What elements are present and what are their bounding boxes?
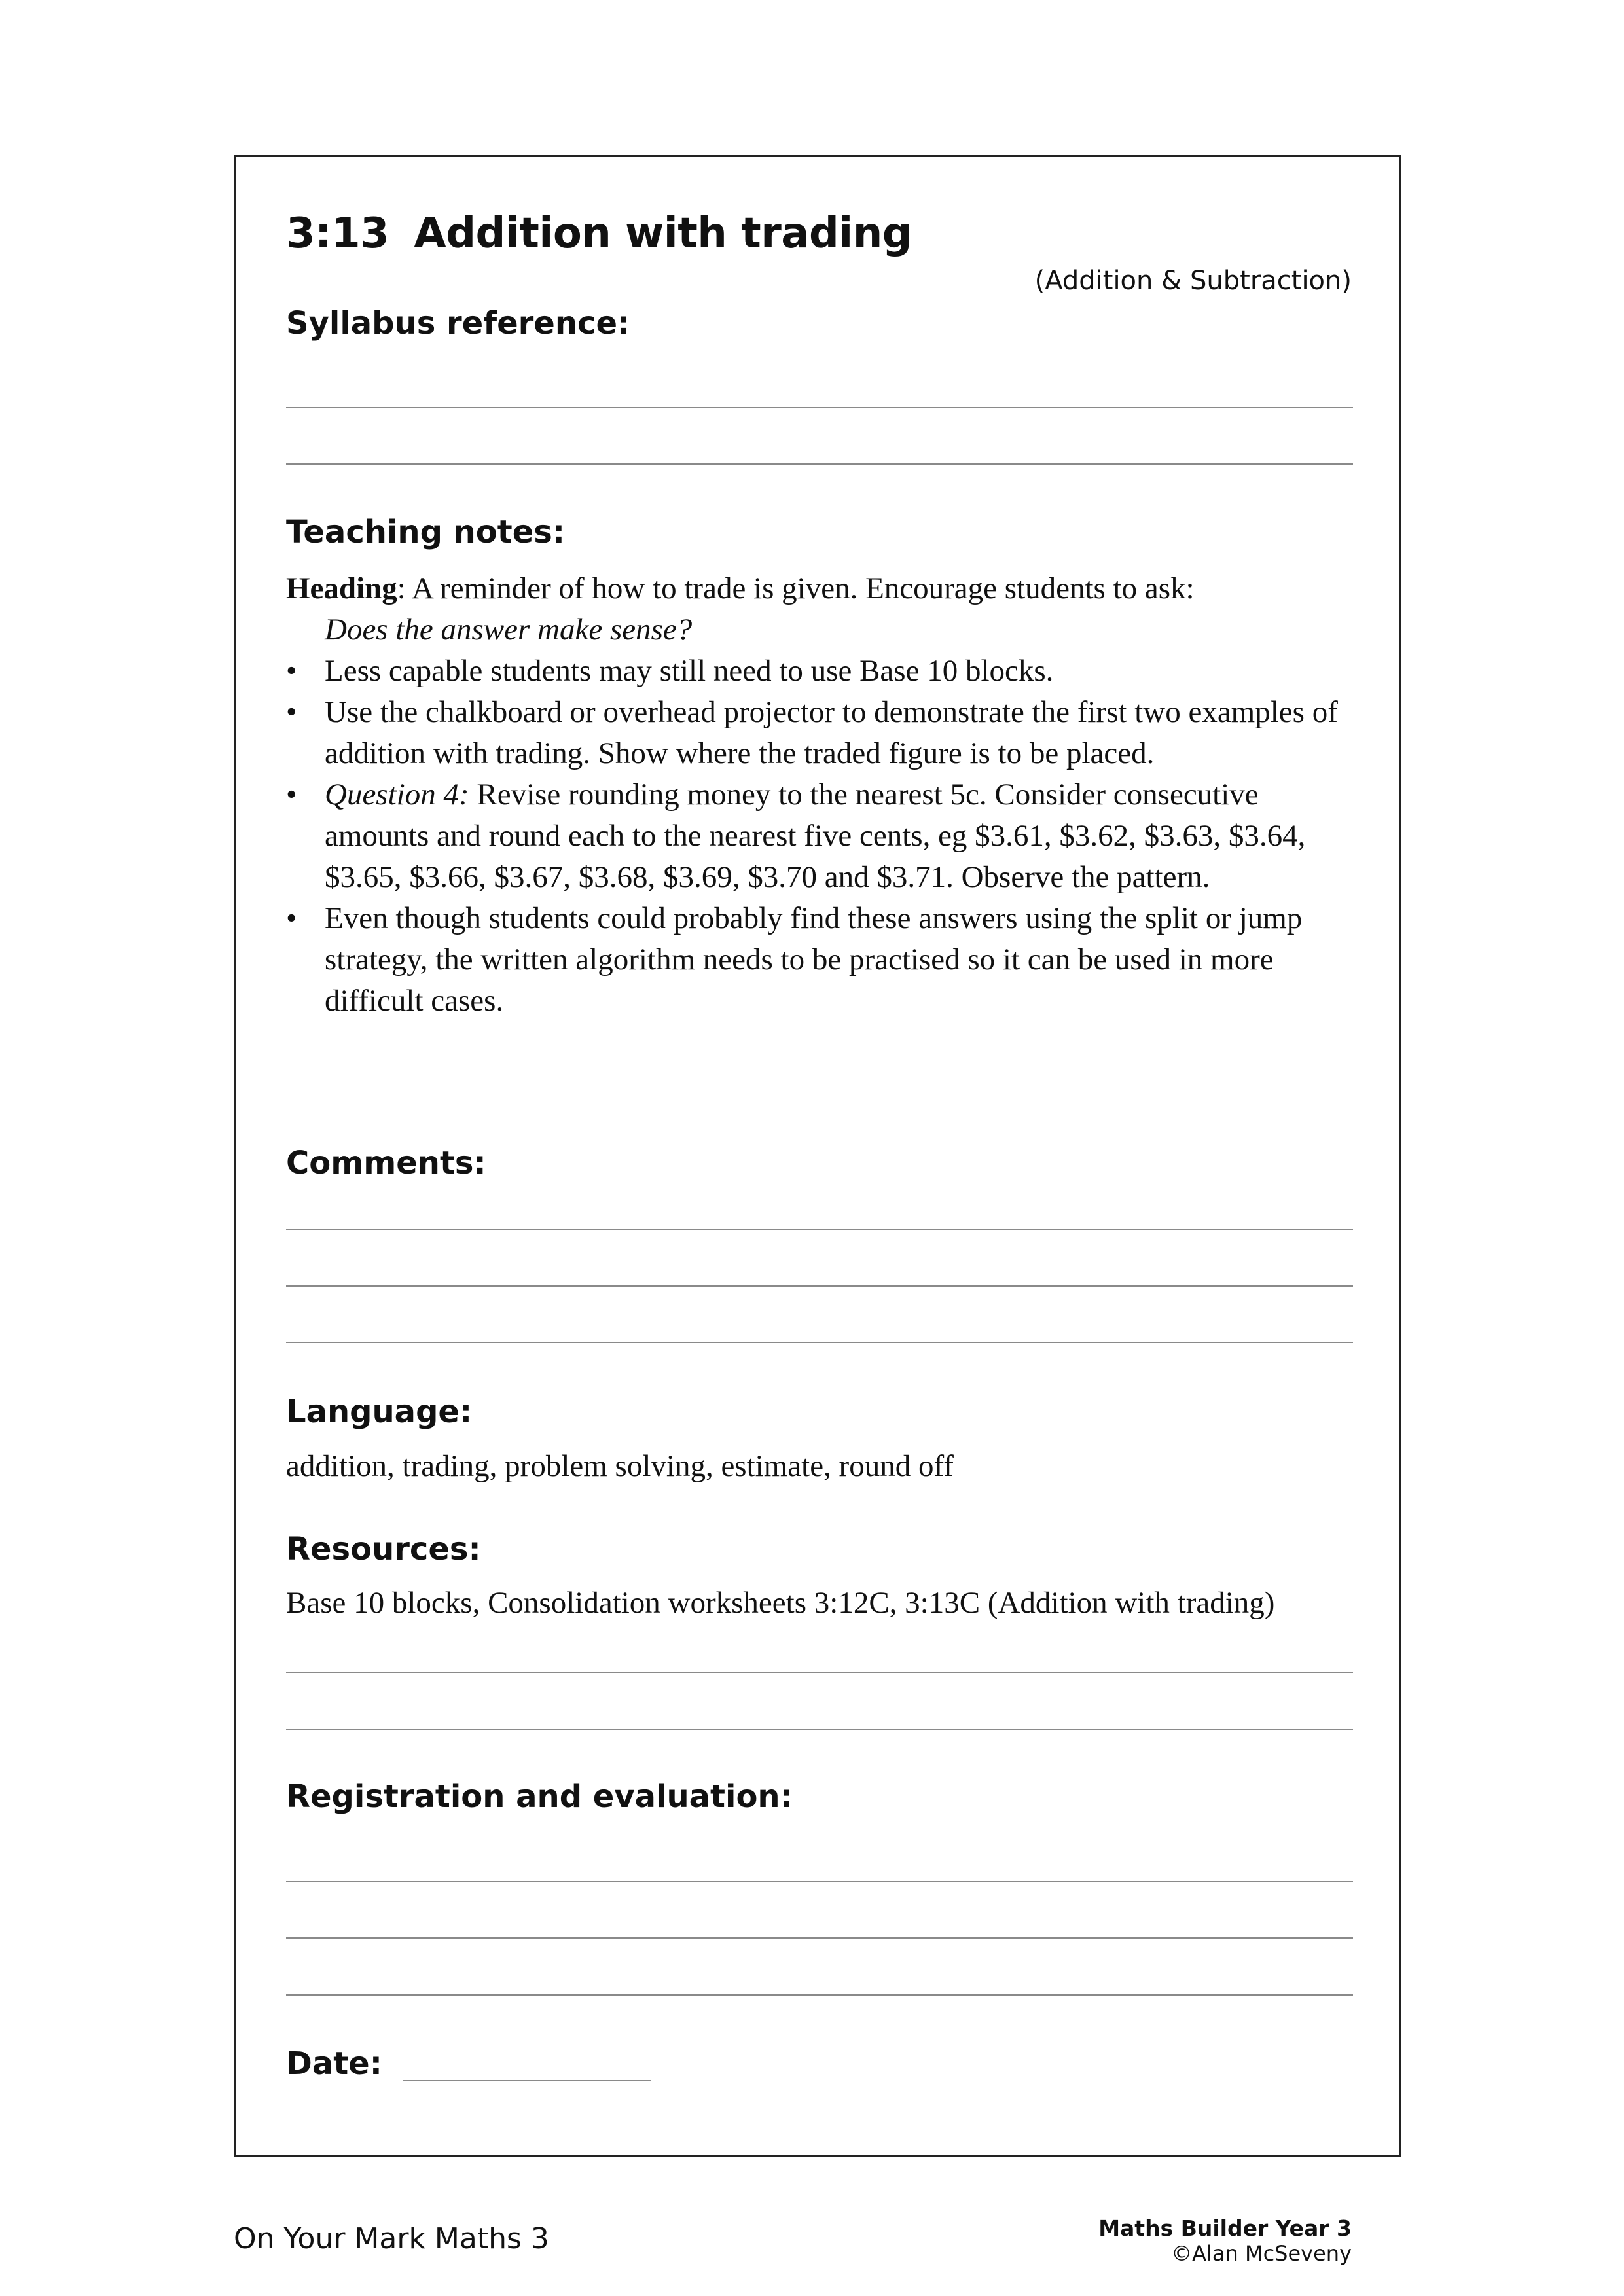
language-heading: Language:	[286, 1393, 473, 1430]
comments-line-2[interactable]	[286, 1285, 1353, 1287]
intro-label: Heading	[286, 571, 397, 605]
intro-question: Does the answer make sense?	[325, 613, 693, 647]
registration-heading: Registration and evaluation:	[286, 1778, 793, 1815]
comments-heading: Comments:	[286, 1145, 486, 1181]
comments-line-1[interactable]	[286, 1229, 1353, 1230]
teaching-notes-body	[286, 568, 1353, 1022]
footer-series: On Your Mark Maths 3	[234, 2222, 549, 2255]
list-item	[286, 692, 1353, 774]
list-item	[286, 774, 1353, 898]
list-item	[286, 651, 1353, 692]
list-item	[286, 898, 1353, 1022]
bullet-text: Less capable students may still need to use Base 10 blocks.	[325, 654, 1054, 688]
lesson-number: 3:13	[286, 209, 389, 258]
footer-copyright: ©Alan McSeveny	[1171, 2241, 1352, 2266]
resources-line-1[interactable]	[286, 1672, 1353, 1673]
footer-credit	[1098, 2216, 1352, 2266]
teaching-notes-heading: Teaching notes:	[286, 514, 566, 550]
strand-label: (Addition & Subtraction)	[1034, 266, 1352, 296]
registration-line-2[interactable]	[286, 1937, 1353, 1939]
lesson-title	[286, 209, 912, 258]
bullet-text: Revise rounding money to the nearest 5c. Consider consecutive amounts and round each to the nearest five cents, eg $3.61, $3.62, $3.63, $3.64, $3.65, $3.66, $3.67, $3.68, $3.69, $3.70 and $3.71. Observe the pattern.	[325, 778, 1306, 894]
footer-book-title: Maths Builder Year 3	[1098, 2215, 1352, 2241]
date-field-line[interactable]	[403, 2080, 651, 2081]
lesson-title-text: Addition with trading	[414, 209, 912, 258]
syllabus-heading: Syllabus reference:	[286, 305, 630, 342]
teaching-notes-list	[286, 651, 1353, 1022]
registration-line-3[interactable]	[286, 1994, 1353, 1996]
date-label: Date:	[286, 2045, 382, 2082]
registration-line-1[interactable]	[286, 1881, 1353, 1882]
intro-question-line	[286, 609, 1353, 651]
syllabus-line-2[interactable]	[286, 463, 1353, 465]
resources-text: Base 10 blocks, Consolidation worksheets 3:12C, 3:13C (Addition with trading)	[286, 1586, 1275, 1620]
comments-line-3[interactable]	[286, 1342, 1353, 1343]
syllabus-line-1[interactable]	[286, 407, 1353, 408]
bullet-text: Use the chalkboard or overhead projector to demonstrate the first two examples of addition with trading. Show where the traded figure is to be placed.	[325, 695, 1338, 770]
resources-heading: Resources:	[286, 1531, 481, 1568]
intro-text: : A reminder of how to trade is given. Encourage students to ask:	[397, 571, 1195, 605]
bullet-text: Even though students could probably find these answers using the split or jump strategy, the written algorithm needs to be practised so it can be used in more difficult cases.	[325, 901, 1303, 1018]
language-text: addition, trading, problem solving, estimate, round off	[286, 1449, 954, 1483]
teaching-notes-intro	[286, 568, 1353, 609]
resources-line-2[interactable]	[286, 1729, 1353, 1730]
bullet-lead: Question 4:	[325, 778, 469, 812]
